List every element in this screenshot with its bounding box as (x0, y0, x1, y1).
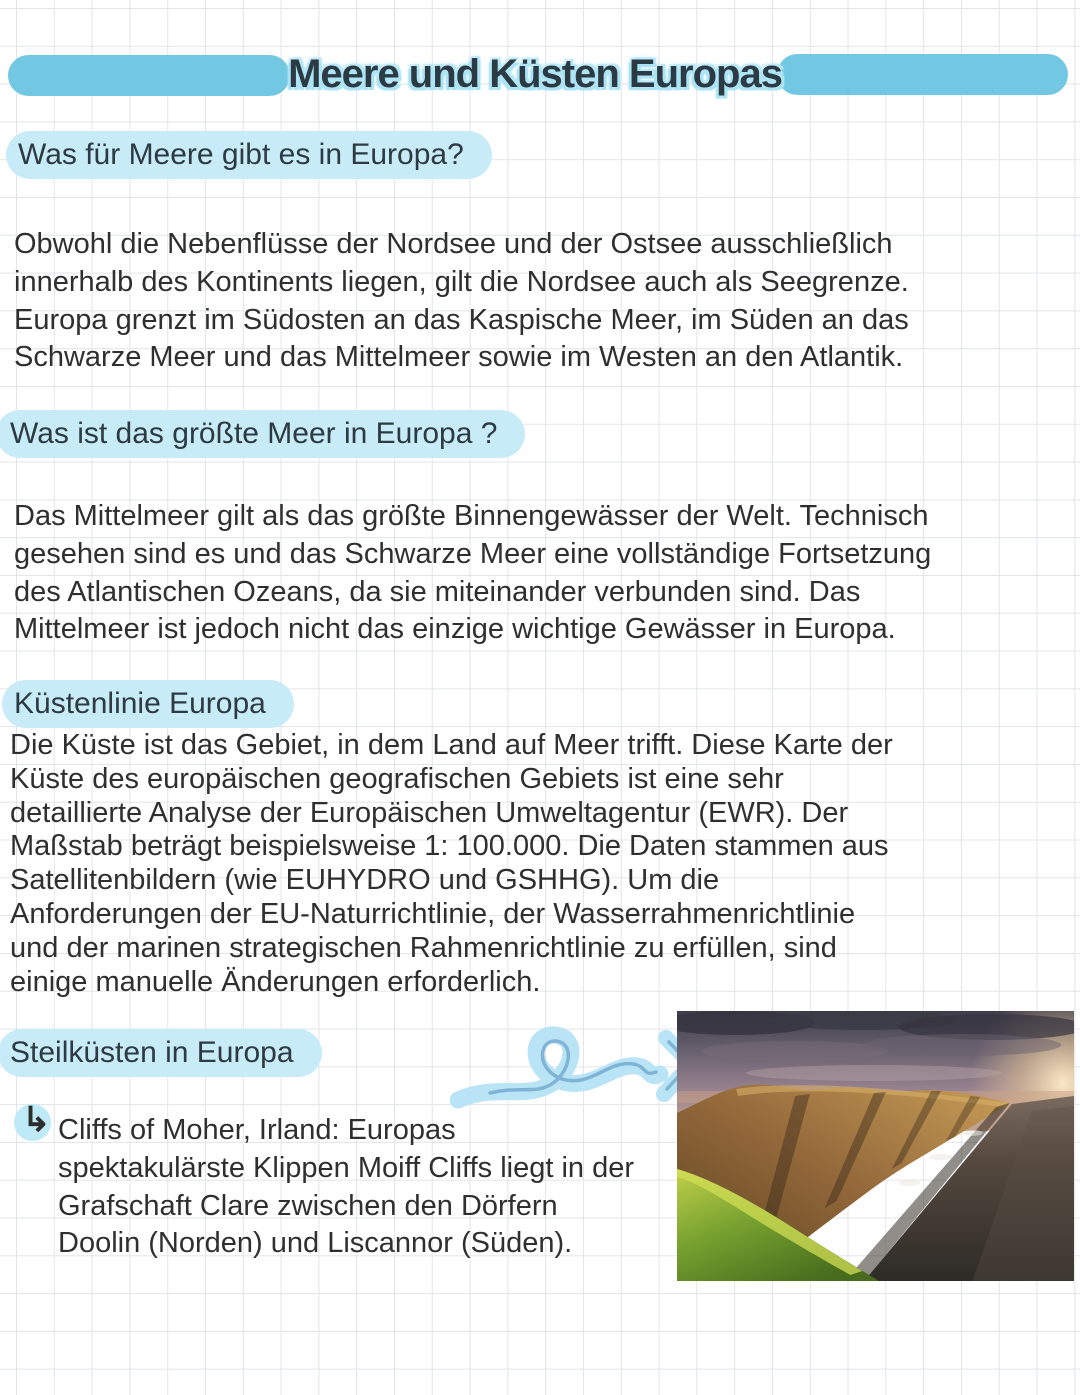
bullet-line: Cliffs of Moher, Irland: Europas (58, 1114, 456, 1146)
paragraph-kuestenlinie (10, 729, 893, 999)
page-title: Meere und Küsten Europas (288, 52, 782, 96)
paragraph-line: Anforderungen der EU-Naturrichtlinie, der Wasserrahmenrichtlinie (10, 897, 856, 930)
paragraph-line: Satellitenbildern (wie EUHYDRO und GSHHG). Um die (10, 864, 720, 897)
title-banner-left-pill (8, 55, 290, 96)
bullet-line: Doolin (Norden) und Liscannor (Süden). (58, 1227, 573, 1260)
curly-arrow-doodle-icon (450, 1008, 700, 1118)
paragraph-line: innerhalb des Kontinents liegen, gilt die Nordsee auch als Seegrenze. (14, 265, 909, 298)
paragraph-meere (14, 226, 909, 377)
heading-groesstes-meer: Was ist das größte Meer in Europa ? (0, 410, 525, 458)
paragraph-line: Das Mittelmeer gilt als das größte Binnengewässer der Welt. Technisch (14, 500, 929, 532)
heading-kuestenlinie: Küstenlinie Europa (2, 680, 294, 728)
paragraph-line: einige manuelle Änderungen erforderlich. (10, 965, 541, 998)
paragraph-line: Küste des europäischen geografischen Gebiets ist eine sehr (10, 762, 784, 795)
bullet-line: Grafschaft Clare zwischen den Dörfern (58, 1189, 558, 1222)
paragraph-line: Schwarze Meer und das Mittelmeer sowie im Westen an den Atlantik. (14, 341, 904, 374)
paragraph-mittelmeer (14, 498, 931, 649)
paragraph-line: gesehen sind es und das Schwarze Meer eine vollständige Fortsetzung (14, 537, 932, 570)
hook-right-arrow-icon: ↳ (22, 1101, 51, 1139)
paragraph-line: und der marinen strategischen Rahmenrichtlinie zu erfüllen, sind (10, 931, 837, 964)
paragraph-line: Europa grenzt im Südosten an das Kaspische Meer, im Süden an das (14, 303, 909, 336)
paragraph-line: Obwohl die Nebenflüsse der Nordsee und der Ostsee ausschließlich (14, 228, 893, 260)
paragraph-line: Maßstab beträgt beispielsweise 1: 100.000. Die Daten stammen aus (10, 830, 889, 863)
paragraph-line: detaillierte Analyse der Europäischen Umweltagentur (EWR). Der (10, 796, 849, 829)
heading-meere-in-europa: Was für Meere gibt es in Europa? (6, 131, 492, 179)
title-banner-right-pill (777, 54, 1068, 95)
cliffs-of-moher-photo (677, 1011, 1074, 1281)
bullet-item-cliffs-of-moher (58, 1112, 634, 1263)
bullet-line: spektakulärste Klippen Moiff Cliffs liegt in der (58, 1151, 634, 1184)
paragraph-line: des Atlantischen Ozeans, da sie miteinander verbunden sind. Das (14, 575, 861, 608)
heading-steilkuesten: Steilküsten in Europa (0, 1029, 322, 1077)
paragraph-line: Mittelmeer ist jedoch nicht das einzige wichtige Gewässer in Europa. (14, 613, 896, 646)
paragraph-line: Die Küste ist das Gebiet, in dem Land auf Meer trifft. Diese Karte der (10, 729, 893, 761)
